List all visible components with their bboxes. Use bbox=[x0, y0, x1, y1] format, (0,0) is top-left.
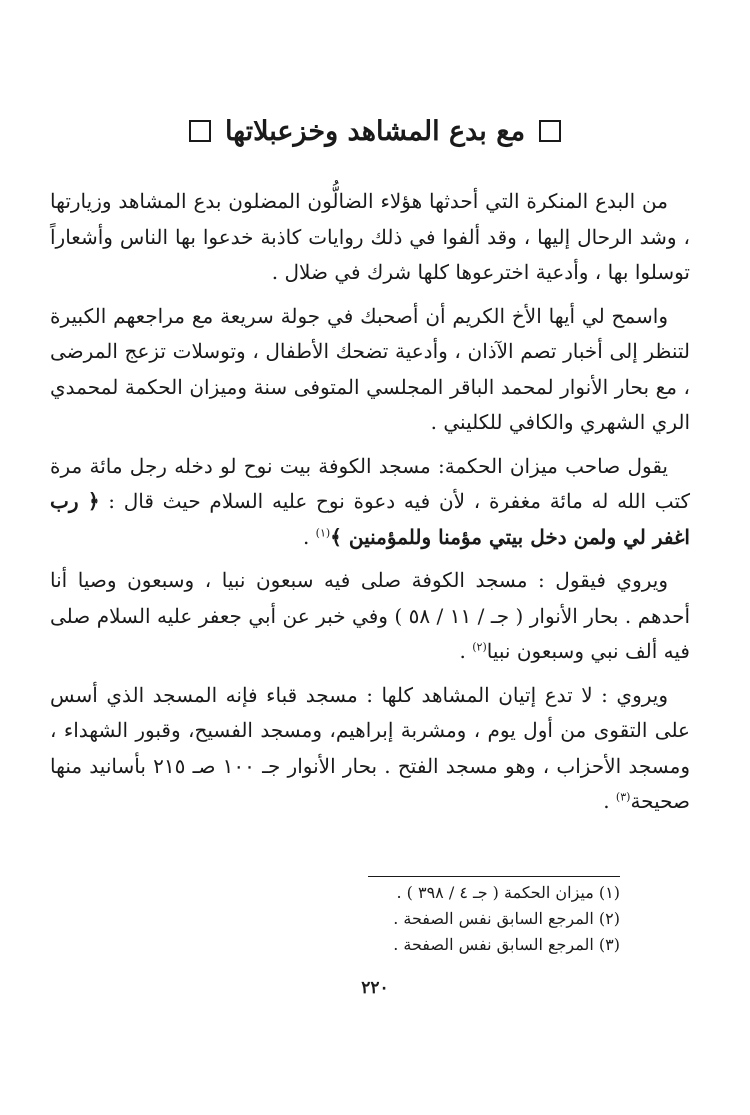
quran-verse: ﴿ رب اغفر لي ولمن دخل بيتي مؤمنا وللمؤمنين ﴾ bbox=[50, 489, 690, 549]
paragraph-1: من البدع المنكرة التي أحدثها هؤلاء الضالُّون المضلون بدع المشاهد وزيارتها ، وشد الرحال إليها ، وقد ألفوا في ذلك روايات كاذبة خدعوا بها الناس وأشعاراً توسلوا بها ، وأدعية اخترعوها كلها شرك في ضلال . bbox=[50, 189, 690, 284]
chapter-title-text: مع بدع المشاهد وخزعبلاتها bbox=[224, 116, 526, 147]
body-text bbox=[50, 184, 690, 828]
paragraph-2: واسمح لي أيها الأخ الكريم أن أصحبك في جولة سريعة مع مراجعهم الكبيرة لتنظر إلى أخبار تصم الآذان ، وأدعية تضحك الأطفال ، وتوسلات تزعج المرضى ، مع بحار الأنوار لمحمد الباقر المجلسي المتوفى سنة وميزان الحكمة لمحمدي الري الشهري والكافي للكليني . bbox=[50, 303, 690, 434]
page-number: ٢٢٠ bbox=[361, 978, 389, 998]
paragraph-5: ويروي : لا تدع إتيان المشاهد كلها : مسجد قباء فإنه المسجد الذي أسس على التقوى من أول يوم ، ومشربة إبراهيم، ومسجد الفسيح، وقبور الشهداء ، ومسجد الأحزاب ، وهو مسجد الفتح . بحار الأنوار جـ ١٠٠ صـ ٢١٥ بأسانيد منها صحيحة$^{(٣)}$ . bbox=[50, 682, 691, 813]
title-box-right-icon bbox=[539, 120, 561, 142]
chapter-title bbox=[0, 112, 750, 152]
title-box-left-icon bbox=[189, 120, 211, 142]
footnote-2: (٢) المرجع السابق نفس الصفحة . bbox=[393, 909, 620, 928]
paragraph-3: يقول صاحب ميزان الحكمة: مسجد الكوفة بيت نوح لو دخله رجل مائة مرة كتب الله له مائة مغفرة ، لأن فيه دعوة نوح عليه السلام حيث قال : ﴿ رب اغفر لي ولمن دخل بيتي مؤمنا وللمؤمنين ﴾$^{(١)}$ . bbox=[50, 453, 690, 549]
footnote-ref-2[interactable]: (٢) bbox=[472, 640, 487, 654]
footnote-ref-3[interactable]: (٣) bbox=[615, 790, 631, 804]
footnote-3: (٣) المرجع السابق نفس الصفحة . bbox=[393, 935, 620, 954]
footnote-ref-1[interactable]: (١) bbox=[315, 525, 331, 539]
footnote-separator bbox=[368, 876, 620, 877]
footnotes bbox=[220, 880, 620, 958]
paragraph-4: ويروي فيقول : مسجد الكوفة صلى فيه سبعون نبيا ، وسبعون وصيا أنا أحدهم . بحار الأنوار ( جـ / ١١ / ٥٨ ) وفي خبر عن أبي جعفر عليه السلام صلى فيه ألف نبي وسبعون نبيا$^{(٢)}$ . bbox=[50, 568, 691, 663]
footnote-1: (١) ميزان الحكمة ( جـ ٤ / ٣٩٨ ) . bbox=[396, 883, 620, 902]
